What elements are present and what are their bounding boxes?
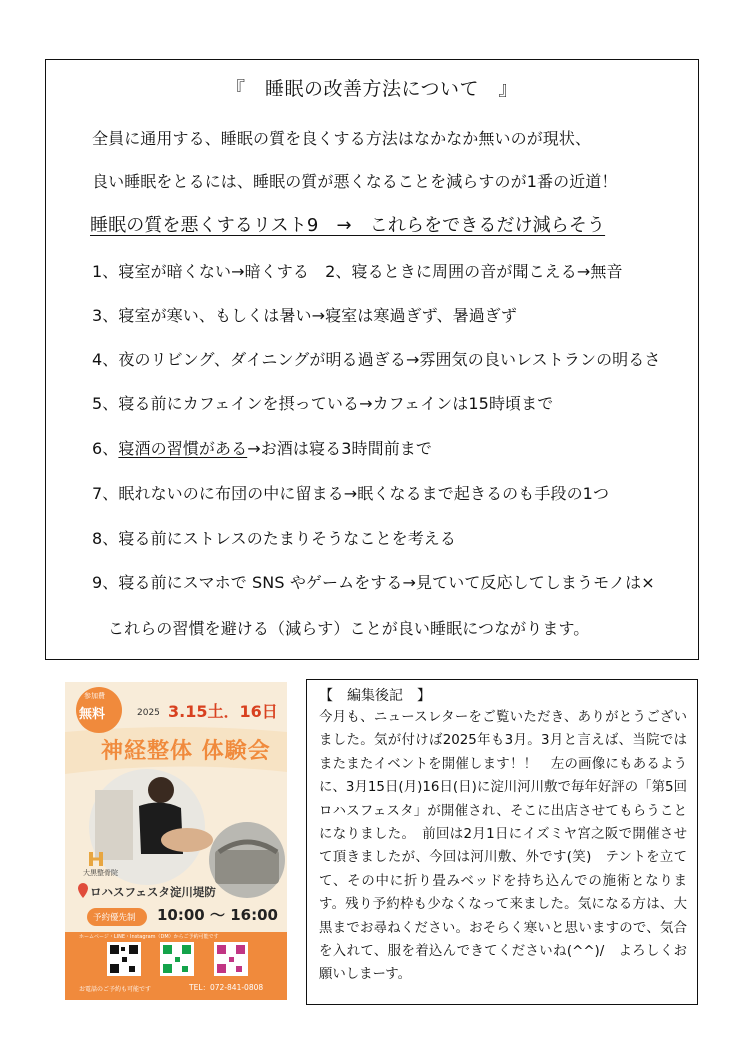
reservation-label: 予約優先制: [93, 913, 136, 923]
phone-number: TEL：072-841-0808: [189, 983, 264, 992]
flyer-graphics: [65, 682, 287, 1000]
list-item-5: 5、寝る前にカフェインを摂っている→カフェインは15時頃まで: [92, 394, 554, 413]
list-item-7: 7、眠れないのに布団の中に留まる→眠くなるまで起きるのも手段の1つ: [92, 484, 610, 503]
event-flyer: [65, 682, 287, 1000]
intro-line-2: 良い睡眠をとるには、睡眠の質が悪くなることを減らすのが1番の近道！: [92, 172, 618, 191]
venue-name: ロハスフェスタ淀川堤防: [90, 885, 216, 899]
list-item-1-2: 1、寝室が暗くない→暗くする 2、寝るときに周囲の音が聞こえる→無音: [92, 262, 623, 281]
qr-code-instagram-icon: [214, 942, 248, 976]
list-heading: 睡眠の質を悪くするリスト9 → これらをできるだけ減らそう: [90, 215, 606, 236]
qr-code-line-icon: [160, 942, 194, 976]
intro-line-1: 全員に通用する、睡眠の質を良くする方法はなかなか無いのが現状、: [92, 129, 592, 148]
editor-note-body: 今月も、ニュースレターをご覧いただき、ありがとうございました。気が付けば2025年も3月。3月と言えば、当院ではまたまたイベントを開催します！！ 左の画像にもあるように、3月15日(月)16日(日)に淀川河川敷で毎年好評の「第5回ロハスフェスタ」が開催され、そこに出店させてもらうことになりました。 前回は2月1日にイズミヤ宮之阪で開催させて頂きましたが、今回は河川敷、外です(笑) テントを立てて、その中に折り畳みベッドを持ち込んでの施術となります。残り予約枠も少なくなって来ました。気になる方は、大黒までお尋ねください。おそらく寒いと思いますので、気合を入れて、服を着込んできてくださいね(^^)/ よろしくお願いしまーす。: [319, 710, 687, 983]
list-item-6-prefix: 6、: [92, 439, 119, 458]
article-title: 『 睡眠の改善方法について 』: [225, 78, 519, 100]
clinic-logo-icon: [89, 852, 93, 866]
booking-note: ホームページ・LINE・Instagram（DM）からご予約可能です: [79, 934, 219, 940]
location-pin-icon: [78, 883, 88, 898]
person-head: [148, 777, 174, 803]
list-item-8: 8、寝る前にストレスのたまりそうなことを考える: [92, 529, 457, 548]
closing-line: これらの習慣を避ける（減らす）ことが良い睡眠につながります。: [108, 619, 590, 638]
editor-note-heading: 【 編集後記 】: [319, 688, 431, 704]
flyer-dates: 3.15土．16日: [168, 702, 278, 721]
list-item-9: 9、寝る前にスマホで SNS やゲームをする→見ていて反応してしまうモノは×: [92, 573, 655, 592]
phone-note: お電話のご予約も可能です: [79, 986, 152, 993]
qr-code-homepage-icon: [107, 942, 141, 976]
flyer-year: 2025: [137, 708, 160, 718]
list-item-4: 4、夜のリビング、ダイニングが明る過ぎる→雰囲気の良いレストランの明るさ: [92, 350, 661, 369]
badge-free-text: 無料: [79, 707, 106, 722]
list-item-6-underlined: 寝酒の習慣がある: [118, 439, 248, 458]
list-item-6: [92, 436, 432, 459]
flyer-headline: 神経整体 体験会: [101, 739, 271, 764]
article-box: [45, 59, 699, 660]
badge-top-text: 参加費: [84, 692, 105, 700]
list-item-6-rest: →お酒は寝る3時間前まで: [247, 439, 432, 458]
editor-note-box: [306, 679, 698, 1005]
clinic-name: 大黒整骨院: [83, 869, 118, 877]
list-item-3: 3、寝室が寒い、もしくは暑い→寝室は寒過ぎず、暑過ぎず: [92, 306, 518, 325]
event-time: 10:00 〜 16:00: [157, 906, 278, 924]
